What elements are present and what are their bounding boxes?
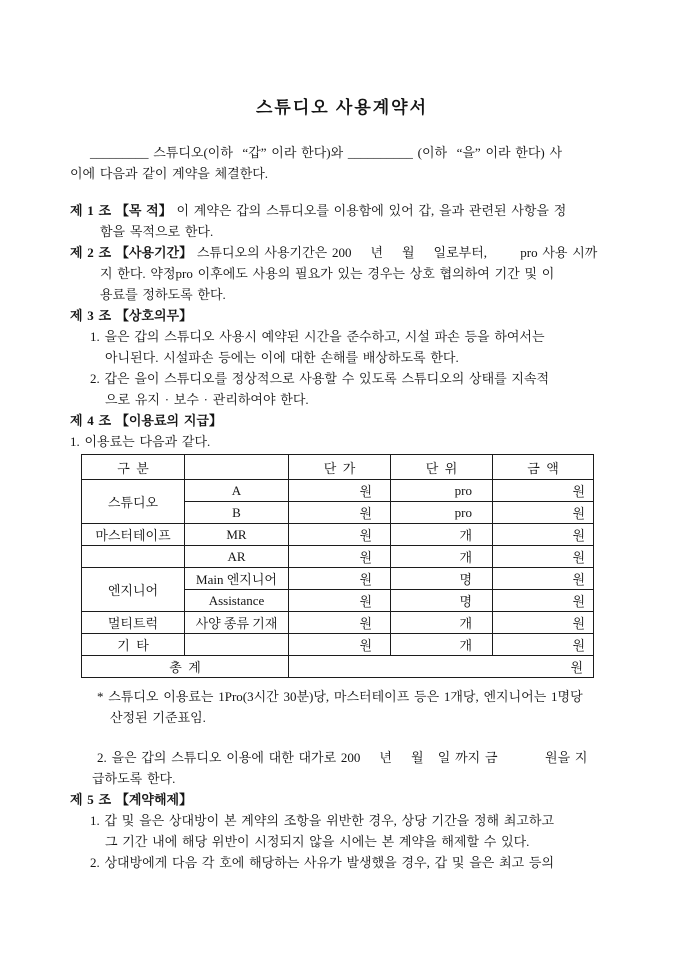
- total-label: 총 계: [82, 656, 289, 678]
- cell-category: 스튜디오: [82, 480, 185, 524]
- cell-item: MR: [185, 524, 289, 546]
- clause-line: 2. 상대방에게 다음 각 호에 해당하는 사유가 발생했을 경우, 갑 및 을은 최고 등의: [90, 855, 555, 870]
- article-1-heading-line: [70, 200, 614, 221]
- cell-category: 멀티트럭: [82, 612, 185, 634]
- cell-amount: 원: [493, 502, 594, 524]
- header-amount: 금 액: [493, 455, 594, 480]
- cell-category: 기 타: [82, 634, 185, 656]
- intro-line: _________ 스튜디오(이하 “갑” 이라 한다)와 __________ (이하 “을” 이라 한다) 사: [90, 145, 563, 160]
- clause-line: 그 기간 내에 해당 위반이 시정되지 않을 시에는 본 계약을 해제할 수 있다.: [105, 834, 530, 849]
- cell-amount: 원: [493, 568, 594, 590]
- intro-line: 이에 다음과 같이 계약을 체결한다.: [70, 166, 269, 181]
- cell-amount: 원: [493, 524, 594, 546]
- header-unit: 단 위: [391, 455, 493, 480]
- cell-item: B: [185, 502, 289, 524]
- article-1-number: 제 1 조 【목 적】: [70, 203, 172, 218]
- cell-price: 원: [289, 502, 391, 524]
- cell-unit: pro: [391, 480, 493, 502]
- clause-line: 으로 유지 · 보수 · 관리하여야 한다.: [105, 392, 309, 407]
- cell-price: 원: [289, 590, 391, 612]
- cell-category: 엔지니어: [82, 568, 185, 612]
- clause-line: 1. 이용료는 다음과 같다.: [70, 434, 211, 449]
- cell-unit: 개: [391, 524, 493, 546]
- clause-line: 급하도록 한다.: [92, 771, 176, 786]
- cell-item: [185, 634, 289, 656]
- article-4: [70, 410, 614, 789]
- clause-line: 아니된다. 시설파손 등에는 이에 대한 손해를 배상하도록 한다.: [105, 350, 459, 365]
- article-5-heading-line: [70, 789, 614, 810]
- cell-unit: 명: [391, 568, 493, 590]
- article-2-continuation: 지 한다. 약정pro 이후에도 사용의 필요가 있는 경우는 상호 협의하여 기간 및 이: [100, 266, 555, 281]
- cell-price: 원: [289, 546, 391, 568]
- article-2-text: 스튜디오의 사용기간은 200 년 월 일로부터, pro 사용 시까: [192, 245, 598, 260]
- article-2-continuation: 용료를 정하도록 한다.: [100, 287, 226, 302]
- clause-line: 2. 을은 갑의 스튜디오 이용에 대한 대가로 200 년 월 일 까지 금 원을 지: [97, 750, 588, 765]
- article-1-text: 이 계약은 갑의 스튜디오를 이용함에 있어 갑, 을과 관련된 사항을 정: [171, 203, 567, 218]
- table-row: [82, 568, 594, 590]
- total-amount: 원: [289, 656, 594, 678]
- fee-table-header-row: [82, 455, 594, 480]
- cell-amount: 원: [493, 590, 594, 612]
- cell-item: Assistance: [185, 590, 289, 612]
- fee-table-total-row: [82, 656, 594, 678]
- cell-amount: 원: [493, 546, 594, 568]
- article-5: [70, 789, 614, 873]
- cell-item: 사양 종류 기재: [185, 612, 289, 634]
- cell-amount: 원: [493, 480, 594, 502]
- article-2-number: 제 2 조 【사용기간】: [70, 245, 193, 260]
- cell-unit: 명: [391, 590, 493, 612]
- cell-amount: 원: [493, 612, 594, 634]
- header-unit-price: 단 가: [289, 455, 391, 480]
- table-note-line: * 스튜디오 이용료는 1Pro(3시간 30분)당, 마스터테이프 등은 1개당, 엔지니어는 1명당: [97, 689, 583, 704]
- cell-unit: pro: [391, 502, 493, 524]
- cell-price: 원: [289, 634, 391, 656]
- cell-amount: 원: [493, 634, 594, 656]
- article-1-continuation: 함을 목적으로 한다.: [100, 224, 214, 239]
- header-item: [185, 455, 289, 480]
- table-note-line: 산정된 기준표임.: [110, 710, 206, 725]
- table-row: [82, 612, 594, 634]
- cell-category: [82, 546, 185, 568]
- cell-price: 원: [289, 568, 391, 590]
- cell-unit: 개: [391, 634, 493, 656]
- cell-price: 원: [289, 480, 391, 502]
- cell-unit: 개: [391, 612, 493, 634]
- cell-item: AR: [185, 546, 289, 568]
- page-title: 스튜디오 사용계약서: [255, 98, 429, 117]
- article-1: [70, 200, 614, 242]
- header-category: 구 분: [82, 455, 185, 480]
- table-row: [82, 546, 594, 568]
- article-2: [70, 242, 614, 305]
- article-4-number: 제 4 조 【이용료의 지급】: [70, 413, 222, 428]
- intro-paragraph: [70, 142, 614, 184]
- clause-line: 2. 갑은 을이 스튜디오를 정상적으로 사용할 수 있도록 스튜디오의 상태를 지속적: [90, 371, 550, 386]
- cell-price: 원: [289, 612, 391, 634]
- clause-line: 1. 갑 및 을은 상대방이 본 계약의 조항을 위반한 경우, 상당 기간을 정해 최고하고: [90, 813, 555, 828]
- clause-line: 1. 을은 갑의 스튜디오 사용시 예약된 시간을 준수하고, 시설 파손 등을 하여서는: [90, 329, 545, 344]
- cell-item: Main 엔지니어: [185, 568, 289, 590]
- table-row: [82, 524, 594, 546]
- article-3-number: 제 3 조 【상호의무】: [70, 308, 193, 323]
- fee-table: [81, 454, 594, 678]
- article-3-heading-line: [70, 305, 614, 326]
- article-4-heading-line: [70, 410, 614, 431]
- article-5-number: 제 5 조 【계약해제】: [70, 792, 193, 807]
- fee-table-wrapper: [81, 454, 614, 678]
- table-row: [82, 634, 594, 656]
- article-3: [70, 305, 614, 410]
- cell-item: A: [185, 480, 289, 502]
- cell-price: 원: [289, 524, 391, 546]
- cell-unit: 개: [391, 546, 493, 568]
- article-2-heading-line: [70, 242, 614, 263]
- table-row: [82, 480, 594, 502]
- cell-category: 마스터테이프: [82, 524, 185, 546]
